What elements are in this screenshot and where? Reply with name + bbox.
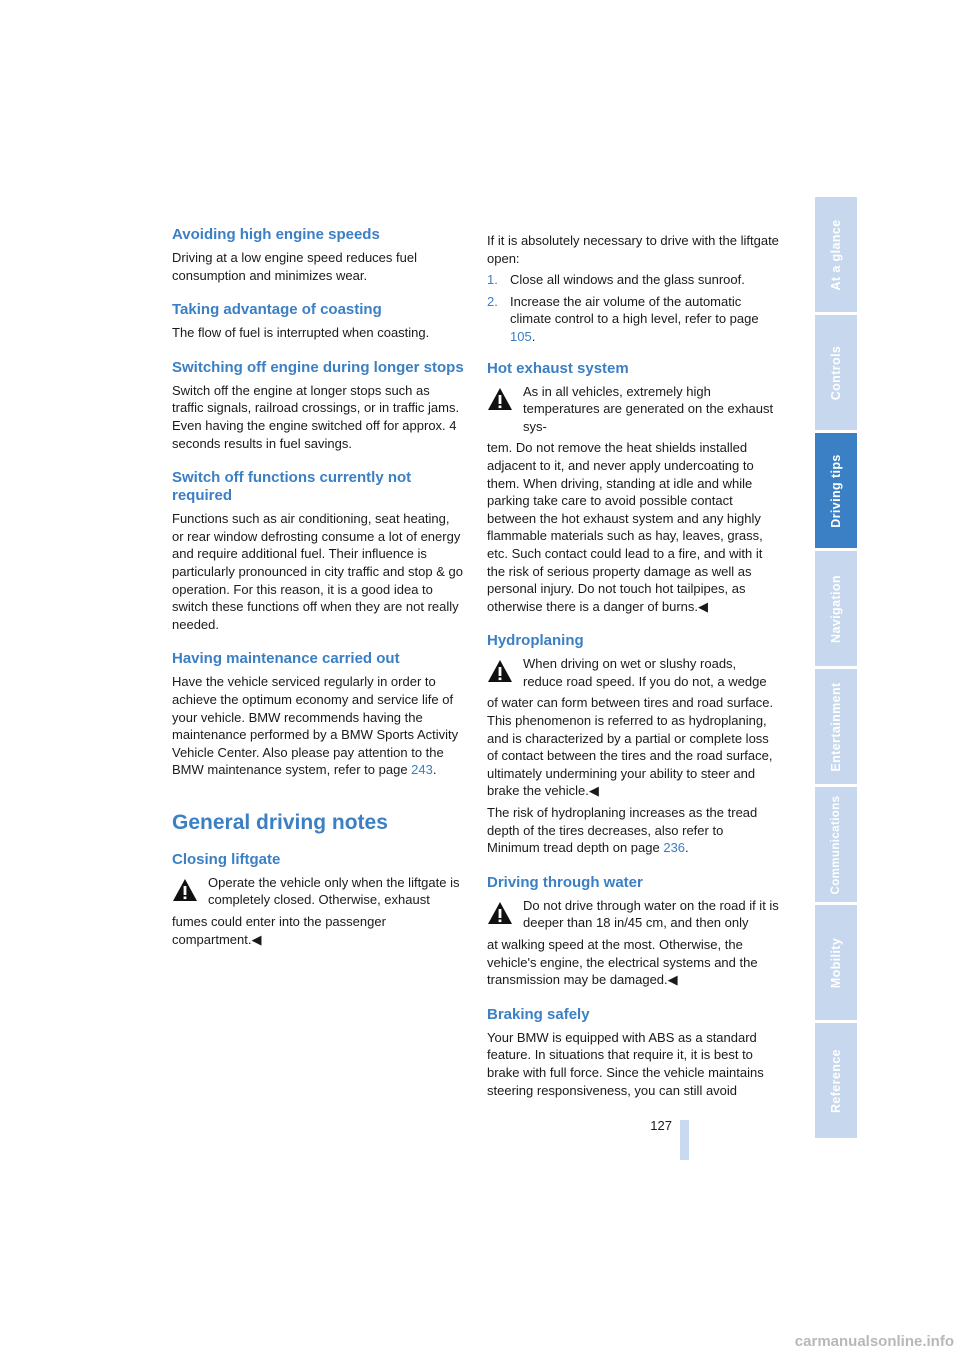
page-number-bar: [680, 1120, 689, 1160]
paragraph: Have the vehicle serviced regularly in order to achieve the optimum economy and service life of your vehicle. BMW recommends having the maintenance performed by a BMW Sports Activity Vehicle Center. Also please pay attention to the BMW maintenance system, refer to page 243.: [172, 674, 459, 778]
warning-block: [487, 655, 779, 800]
heading-driving-through-water: Driving through water: [487, 873, 643, 891]
paragraph: If it is absolutely necessary to drive with the liftgate open:: [487, 233, 779, 266]
list-item: 1. Close all windows and the glass sunroof.: [487, 272, 745, 288]
warning-text-continued: tem. Do not remove the heat shields installed adjacent to it, and never apply undercoating to them. When driving, standing at idle and while parking take care to avoid possible contact between the hot exhaust system and any highly flammable materials such as hay, leaves, grass, etc. Such contact could lead to a fire, and with it the risk of serious property damage as well as personal injury. Do not touch hot tailpipes, as otherwise there is a danger of burns.◀: [487, 440, 763, 614]
heading-high-engine-speeds: Avoiding high engine speeds: [172, 226, 380, 243]
section-liftgate-open: [487, 232, 779, 346]
left-column: [172, 226, 464, 965]
steps-list: [487, 271, 779, 345]
heading-switching-off-engine: Switching off engine during longer stops: [172, 358, 464, 376]
section-high-engine-speeds: [172, 226, 464, 284]
page-number: 127: [650, 1118, 672, 1133]
section-switching-off-engine: [172, 359, 464, 452]
paragraph: The flow of fuel is interrupted when coasting.: [172, 325, 430, 341]
tab-mobility[interactable]: Mobility: [815, 905, 857, 1023]
list-item: 2. Increase the air volume of the automatic climate control to a high level, refer to page 105.: [487, 293, 759, 344]
warning-block: [487, 383, 779, 616]
warning-text-continued: fumes could enter into the passenger compartment.◀: [172, 914, 386, 947]
warning-icon: [487, 659, 513, 683]
chapter-tabs: [815, 197, 857, 1141]
section-hot-exhaust: [487, 360, 779, 616]
tab-communications[interactable]: Communications: [815, 787, 857, 905]
section-driving-through-water: [487, 874, 779, 989]
paragraph: The risk of hydroplaning increases as the tread depth of the tires decreases, also refer to Minimum tread depth on page 236.: [487, 805, 758, 856]
heading-closing-liftgate: Closing liftgate: [172, 850, 281, 868]
heading-general-driving-notes: General driving notes: [172, 810, 388, 834]
section-switch-off-functions: [172, 469, 464, 633]
paragraph: Driving at a low engine speed reduces fuel consumption and minimizes wear.: [172, 250, 417, 283]
warning-text-continued: at walking speed at the most. Otherwise, the vehicle's engine, the electrical systems and the transmission may be damaged.◀: [487, 937, 758, 988]
warning-text: As in all vehicles, extremely high temperatures are generated on the exhaust sys-: [523, 383, 774, 434]
tab-entertainment[interactable]: Entertainment: [815, 669, 857, 787]
watermark: carmanualsonline.info: [794, 1333, 954, 1350]
warning-text-continued: of water can form between tires and road surface. This phenomenon is referred to as hydroplaning, and is characterized by a partial or complete loss of contact between the tires and the road surface, ultimately undermining your ability to steer and brake the vehicle.◀: [487, 695, 774, 799]
paragraph: Switch off the engine at longer stops such as traffic signals, railroad crossings, or in traffic jams. Even having the engine switched off for approx. 4 seconds results in fuel savings.: [172, 382, 460, 451]
tab-reference[interactable]: Reference: [815, 1023, 857, 1141]
paragraph: Functions such as air conditioning, seat heating, or rear window defrosting consume a lot of energy and require additional fuel. Their influence is particularly pronounced in city traffic and stop & go operation. For this reason, it is a good idea to switch these functions off when they are not really needed.: [172, 511, 463, 632]
heading-maintenance: Having maintenance carried out: [172, 650, 400, 668]
warning-block: [487, 897, 779, 989]
tab-driving-tips[interactable]: Driving tips: [815, 433, 857, 551]
right-column: [487, 232, 779, 1116]
section-coasting: [172, 301, 464, 342]
tab-at-a-glance[interactable]: At a glance: [815, 197, 857, 315]
warning-block: [172, 874, 464, 948]
warning-icon: [172, 878, 198, 902]
paragraph: Your BMW is equipped with ABS as a standard feature. In situations that require it, it is best to brake with full force. Since the vehicle maintains steering responsiveness, you can still avoid: [487, 1029, 764, 1098]
warning-text: When driving on wet or slushy roads, reduce road speed. If you do not, a wedge: [523, 656, 767, 689]
page-link-105[interactable]: 105: [510, 328, 532, 344]
heading-hydroplaning: Hydroplaning: [487, 632, 584, 650]
tab-controls[interactable]: Controls: [815, 315, 857, 433]
section-closing-liftgate: [172, 851, 464, 948]
page-link-243[interactable]: 243: [411, 762, 433, 778]
section-maintenance: [172, 650, 464, 779]
heading-switch-off-functions: Switch off functions currently not required: [172, 469, 412, 505]
page-link-236[interactable]: 236: [663, 840, 686, 856]
warning-text: Do not drive through water on the road if it is deeper than 18 in/45 cm, and then only: [523, 897, 779, 931]
warning-text: Operate the vehicle only when the liftgate is completely closed. Otherwise, exhaust: [208, 874, 460, 908]
warning-icon: [487, 901, 513, 925]
section-braking-safely: [487, 1006, 779, 1099]
tab-navigation[interactable]: Navigation: [815, 551, 857, 669]
heading-hot-exhaust: Hot exhaust system: [487, 359, 629, 377]
heading-coasting: Taking advantage of coasting: [172, 301, 382, 319]
heading-braking-safely: Braking safely: [487, 1005, 590, 1023]
section-hydroplaning: [487, 632, 779, 857]
warning-icon: [487, 387, 513, 411]
